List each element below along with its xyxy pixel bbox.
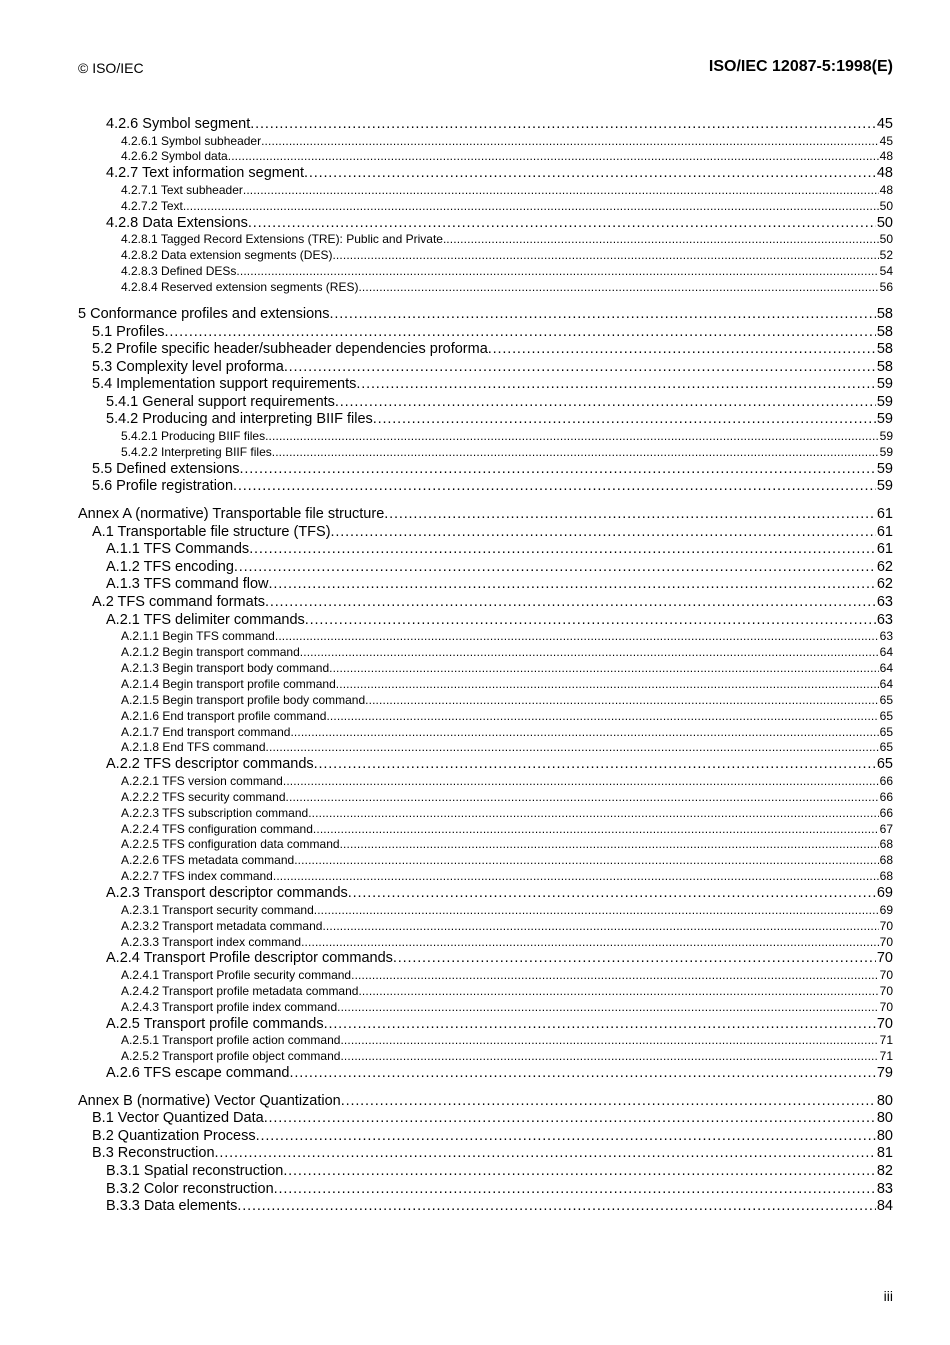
dot-leader <box>286 790 879 806</box>
toc-entry-page: 65 <box>879 692 893 707</box>
toc-entry-title: A.2.4 Transport Profile descriptor commands <box>106 950 393 967</box>
toc-entry-page: 63 <box>876 611 893 628</box>
dot-leader <box>335 394 876 412</box>
toc-entry <box>78 1110 893 1128</box>
dot-leader <box>273 869 879 885</box>
dot-leader <box>358 280 878 296</box>
dot-leader <box>266 740 879 756</box>
toc-entry <box>78 950 893 968</box>
dot-leader <box>236 264 878 280</box>
toc-entry <box>78 1163 893 1181</box>
toc-entry-page: 80 <box>876 1110 893 1127</box>
toc-entry <box>78 740 893 756</box>
toc-entry-title: A.2.1.6 End transport profile command <box>121 708 327 723</box>
toc-entry-title: A.2.2.4 TFS configuration command <box>121 821 313 836</box>
toc-entry-title: 4.2.8 Data Extensions <box>106 214 248 231</box>
toc-entry <box>78 461 893 479</box>
toc-entry-page: 59 <box>876 376 893 393</box>
toc-entry-title: 4.2.8.2 Data extension segments (DES) <box>121 248 333 263</box>
dot-leader <box>341 1093 876 1111</box>
toc-entry-title: A.2.3.3 Transport index command <box>121 934 302 949</box>
toc-entry-page: 71 <box>879 1033 893 1048</box>
header-standard-id: ISO/IEC 12087-5:1998(E) <box>708 58 893 75</box>
toc-entry-page: 83 <box>876 1180 893 1197</box>
toc-entry-page: 82 <box>876 1163 893 1180</box>
toc-entry-title: 4.2.7.2 Text <box>121 198 183 213</box>
dot-leader <box>256 1128 876 1146</box>
toc-entry-title: A.2.1.4 Begin transport profile command <box>121 676 336 691</box>
toc-entry <box>78 341 893 359</box>
dot-leader <box>249 541 876 559</box>
toc-entry-page: 59 <box>879 444 893 459</box>
toc-entry-page: 50 <box>876 214 893 231</box>
toc-entry-page: 59 <box>876 460 893 477</box>
toc-entry-page: 69 <box>876 885 893 902</box>
toc-entry <box>78 903 893 919</box>
toc-entry <box>78 790 893 806</box>
toc-entry-title: A.2.5.2 Transport profile object command <box>121 1049 341 1064</box>
toc-entry-title: 5.4.2 Producing and interpreting BIIF files <box>106 411 373 428</box>
dot-leader <box>283 774 879 790</box>
toc-entry-title: 5 Conformance profiles and extensions <box>78 305 330 322</box>
toc-entry <box>78 445 893 461</box>
dot-leader <box>215 1145 876 1163</box>
toc-entry-title: A.1.2 TFS encoding <box>106 558 234 575</box>
section-gap <box>78 496 893 506</box>
toc-entry <box>78 411 893 429</box>
table-of-contents <box>78 116 893 1216</box>
toc-entry <box>78 919 893 935</box>
dot-leader <box>336 677 879 693</box>
dot-leader <box>248 215 876 233</box>
dot-leader <box>314 756 876 774</box>
toc-entry-page: 59 <box>876 411 893 428</box>
dot-leader <box>265 594 876 612</box>
toc-entry-title: A.2.1.3 Begin transport body command <box>121 660 330 675</box>
toc-entry-title: A.2 TFS command formats <box>92 594 265 610</box>
dot-leader <box>348 885 876 903</box>
toc-entry <box>78 853 893 869</box>
toc-entry <box>78 215 893 233</box>
toc-entry-page: 70 <box>876 950 893 967</box>
toc-entry-title: A.2.4.1 Transport Profile security command <box>121 968 352 982</box>
toc-entry-title: A.1.1 TFS Commands <box>106 541 250 558</box>
toc-entry <box>78 968 893 984</box>
toc-entry <box>78 394 893 412</box>
toc-entry <box>78 935 893 951</box>
dot-leader <box>290 1065 876 1083</box>
dot-leader <box>331 524 876 542</box>
toc-entry-page: 61 <box>876 523 893 540</box>
toc-entry <box>78 359 893 377</box>
toc-entry-page: 45 <box>876 116 893 132</box>
dot-leader <box>261 134 879 150</box>
dot-leader <box>324 1016 876 1034</box>
dot-leader <box>275 629 879 645</box>
dot-leader <box>269 576 876 594</box>
toc-entry-title: A.2.2 TFS descriptor commands <box>106 756 314 773</box>
toc-entry-title: 4.2.8.1 Tagged Record Extensions (TRE): Public and Private. <box>121 232 447 247</box>
toc-entry <box>78 677 893 693</box>
toc-entry <box>78 1198 893 1216</box>
toc-entry <box>78 1145 893 1163</box>
toc-entry-page: 68 <box>879 869 893 884</box>
dot-leader <box>340 837 879 853</box>
toc-entry-title: Annex B (normative) Vector Quantization <box>78 1092 341 1109</box>
toc-entry-title: 5.2 Profile specific header/subheader dependencies proforma <box>92 341 488 358</box>
toc-entry-title: A.2.2.1 TFS version command <box>121 773 283 788</box>
toc-entry <box>78 1033 893 1049</box>
toc-entry-page: 66 <box>879 773 893 788</box>
dot-leader <box>264 1110 876 1128</box>
toc-entry <box>78 612 893 630</box>
toc-entry-title: A.2.3 Transport descriptor commands <box>106 885 348 902</box>
toc-entry-page: 70 <box>879 968 893 982</box>
toc-entry-title: 5.4.2.1 Producing BIIF files <box>121 429 266 444</box>
toc-entry <box>78 429 893 445</box>
toc-entry-page: 65 <box>879 740 893 755</box>
toc-entry <box>78 1181 893 1199</box>
dot-leader <box>165 324 876 342</box>
toc-entry-page: 52 <box>879 248 893 263</box>
toc-entry-title: A.1 Transportable file structure (TFS) <box>92 523 331 540</box>
dot-leader <box>304 165 876 183</box>
toc-entry <box>78 232 893 248</box>
toc-entry-page: 70 <box>876 1015 893 1032</box>
toc-entry <box>78 709 893 725</box>
toc-entry-page: 64 <box>879 660 893 675</box>
toc-entry <box>78 837 893 853</box>
toc-entry <box>78 165 893 183</box>
toc-entry-title: A.2.3.2 Transport metadata command <box>121 918 323 933</box>
dot-leader <box>356 376 875 394</box>
toc-entry-title: A.2.2.5 TFS configuration data command <box>121 837 340 852</box>
toc-entry-title: 5.4.2.2 Interpreting BIIF files <box>121 444 272 459</box>
dot-leader <box>314 903 879 919</box>
toc-entry <box>78 149 893 165</box>
toc-entry-title: A.2.4.3 Transport profile index command <box>121 999 338 1014</box>
toc-entry-page: 50 <box>879 198 893 213</box>
toc-entry-title: 4.2.7.1 Text subheader <box>121 182 243 197</box>
toc-entry <box>78 885 893 903</box>
toc-entry-page: 56 <box>879 280 893 295</box>
toc-entry-page: 81 <box>876 1145 893 1162</box>
toc-entry-page: 70 <box>879 999 893 1014</box>
section-gap <box>78 296 893 306</box>
toc-entry-page: 80 <box>876 1127 893 1144</box>
toc-entry-page: 65 <box>879 724 893 739</box>
dot-leader <box>237 1198 875 1216</box>
toc-entry-title: 4.2.6 Symbol segment <box>106 116 251 132</box>
toc-entry <box>78 524 893 542</box>
toc-entry-page: 59 <box>876 393 893 410</box>
toc-entry <box>78 248 893 264</box>
section-gap <box>78 1083 893 1093</box>
dot-leader <box>250 116 876 134</box>
toc-entry-page: 64 <box>879 676 893 691</box>
toc-entry <box>78 1016 893 1034</box>
toc-entry-page: 61 <box>876 506 893 523</box>
dot-leader <box>243 183 879 199</box>
toc-entry-title: B.3 Reconstruction <box>92 1145 215 1162</box>
toc-entry-title: 4.2.6.2 Symbol data <box>121 149 228 164</box>
toc-entry <box>78 629 893 645</box>
dot-leader <box>488 341 876 359</box>
toc-entry-page: 64 <box>879 645 893 660</box>
toc-entry <box>78 506 893 524</box>
dot-leader <box>283 1163 876 1181</box>
toc-entry-title: A.2.1 TFS delimiter commands <box>106 611 305 628</box>
toc-entry <box>78 725 893 741</box>
toc-entry-title: Annex A (normative) Transportable file structure <box>78 506 385 523</box>
dot-leader <box>284 359 876 377</box>
dot-leader <box>240 461 876 479</box>
toc-entry-page: 70 <box>879 983 893 998</box>
toc-entry <box>78 1093 893 1111</box>
dot-leader <box>373 411 876 429</box>
toc-entry <box>78 116 893 134</box>
toc-entry <box>78 559 893 577</box>
toc-entry-title: A.2.2.7 TFS index command <box>121 869 273 884</box>
toc-entry-page: 58 <box>876 358 893 375</box>
toc-entry-page: 66 <box>879 789 893 804</box>
toc-entry-page: 54 <box>879 264 893 279</box>
toc-entry <box>78 324 893 342</box>
toc-entry <box>78 693 893 709</box>
toc-entry-title: A.2.1.5 Begin transport profile body command <box>121 692 366 707</box>
toc-entry-page: 70 <box>879 918 893 933</box>
toc-entry-title: A.1.3 TFS command flow <box>106 576 269 593</box>
toc-entry-page: 48 <box>876 165 893 182</box>
toc-entry-title: A.2.1.7 End transport command <box>121 724 291 739</box>
toc-entry-page: 65 <box>879 708 893 723</box>
dot-leader <box>290 725 878 741</box>
dot-leader <box>340 1049 878 1065</box>
toc-entry <box>78 774 893 790</box>
dot-leader <box>234 559 876 577</box>
toc-entry <box>78 264 893 280</box>
toc-entry-title: B.1 Vector Quantized Data <box>92 1110 264 1127</box>
toc-entry <box>78 869 893 885</box>
toc-entry-title: A.2.2.6 TFS metadata command <box>121 853 295 868</box>
toc-entry-title: 5.1 Profiles <box>92 323 165 340</box>
toc-entry-page: 68 <box>879 837 893 852</box>
toc-entry-title: A.2.2.3 TFS subscription command <box>121 805 309 820</box>
toc-entry-page: 67 <box>879 821 893 836</box>
toc-entry-page: 58 <box>876 341 893 358</box>
toc-entry-page: 66 <box>879 805 893 820</box>
toc-entry-page: 48 <box>879 149 893 164</box>
toc-entry-title: A.2.2.2 TFS security command <box>121 789 286 804</box>
toc-entry-title: 5.4 Implementation support requirements <box>92 376 357 393</box>
dot-leader <box>313 822 879 838</box>
toc-entry <box>78 183 893 199</box>
toc-entry-title: 4.2.8.3 Defined DESs <box>121 264 237 279</box>
dot-leader <box>393 950 876 968</box>
dot-leader <box>365 693 879 709</box>
toc-entry <box>78 645 893 661</box>
dot-leader <box>305 612 876 630</box>
toc-entry-title: 4.2.6.1 Symbol subheader <box>121 133 262 148</box>
toc-entry <box>78 478 893 496</box>
toc-entry-title: A.2.5.1 Transport profile action command <box>121 1033 341 1048</box>
toc-entry <box>78 984 893 1000</box>
toc-entry-title: 5.5 Defined extensions <box>92 460 240 477</box>
toc-entry <box>78 756 893 774</box>
toc-entry <box>78 1065 893 1083</box>
toc-entry-page: 84 <box>876 1198 893 1215</box>
toc-entry-page: 58 <box>876 305 893 322</box>
toc-entry-title: 4.2.8.4 Reserved extension segments (RES) <box>121 280 359 295</box>
toc-entry <box>78 806 893 822</box>
toc-entry <box>78 822 893 838</box>
dot-leader <box>233 478 876 496</box>
toc-entry-title: A.2.1.1 Begin TFS command <box>121 629 275 644</box>
toc-entry-title: 4.2.7 Text information segment <box>106 165 305 182</box>
dot-leader <box>326 709 878 725</box>
dot-leader <box>337 1000 879 1016</box>
toc-entry-title: A.2.4.2 Transport profile metadata command <box>121 983 359 998</box>
toc-entry-title: A.2.3.1 Transport security command <box>121 902 314 917</box>
toc-entry-page: 69 <box>879 902 893 917</box>
header-copyright: © ISO/IEC <box>78 60 144 76</box>
dot-leader <box>358 984 878 1000</box>
toc-entry-title: B.2 Quantization Process <box>92 1127 256 1144</box>
toc-entry-page: 71 <box>879 1049 893 1064</box>
dot-leader <box>274 1181 876 1199</box>
toc-entry-page: 62 <box>876 558 893 575</box>
dot-leader <box>340 1033 878 1049</box>
toc-entry-page: 79 <box>876 1065 893 1082</box>
toc-entry-title: A.2.1.2 Begin transport command <box>121 645 300 660</box>
toc-entry-title: 5.3 Complexity level proforma <box>92 358 284 375</box>
toc-entry <box>78 306 893 324</box>
toc-entry-page: 62 <box>876 576 893 593</box>
dot-leader <box>446 232 878 248</box>
dot-leader <box>384 506 876 524</box>
toc-entry <box>78 280 893 296</box>
dot-leader <box>228 149 879 165</box>
dot-leader <box>294 853 878 869</box>
toc-entry <box>78 199 893 215</box>
toc-entry <box>78 376 893 394</box>
toc-entry-page: 58 <box>876 323 893 340</box>
toc-entry-page: 68 <box>879 853 893 868</box>
toc-entry <box>78 134 893 150</box>
toc-entry-page: 70 <box>879 934 893 949</box>
toc-entry <box>78 1049 893 1065</box>
toc-entry-title: A.2.5 Transport profile commands <box>106 1015 324 1032</box>
dot-leader <box>265 429 879 445</box>
toc-entry <box>78 1000 893 1016</box>
dot-leader <box>332 248 878 264</box>
toc-entry-page: 50 <box>879 232 893 247</box>
toc-entry-page: 59 <box>879 429 893 444</box>
toc-entry <box>78 576 893 594</box>
toc-entry-page: 63 <box>876 594 893 610</box>
dot-leader <box>329 306 875 324</box>
toc-entry-title: 5.6 Profile registration <box>92 478 234 495</box>
toc-entry-title: B.3.1 Spatial reconstruction <box>106 1163 284 1180</box>
dot-leader <box>301 935 879 951</box>
dot-leader <box>272 445 879 461</box>
toc-entry-title: B.3.2 Color reconstruction <box>106 1180 274 1197</box>
page-number: iii <box>883 1288 893 1304</box>
toc-entry-page: 80 <box>876 1092 893 1109</box>
toc-entry-title: A.2.6 TFS escape command <box>106 1065 290 1082</box>
toc-entry <box>78 661 893 677</box>
toc-entry <box>78 594 893 612</box>
toc-entry-title: A.2.1.8 End TFS command <box>121 740 266 755</box>
dot-leader <box>308 806 878 822</box>
dot-leader <box>329 661 879 677</box>
toc-entry-page: 65 <box>876 756 893 773</box>
toc-entry-title: B.3.3 Data elements <box>106 1198 238 1215</box>
toc-entry-page: 48 <box>879 182 893 197</box>
dot-leader <box>300 645 879 661</box>
dot-leader <box>183 199 879 215</box>
toc-entry <box>78 1128 893 1146</box>
dot-leader <box>351 968 879 984</box>
toc-entry-page: 45 <box>879 133 893 148</box>
toc-entry-page: 63 <box>879 629 893 644</box>
toc-entry-page: 59 <box>876 478 893 495</box>
toc-entry-title: 5.4.1 General support requirements <box>106 393 335 410</box>
dot-leader <box>322 919 878 935</box>
toc-entry <box>78 541 893 559</box>
toc-entry-page: 61 <box>876 541 893 558</box>
